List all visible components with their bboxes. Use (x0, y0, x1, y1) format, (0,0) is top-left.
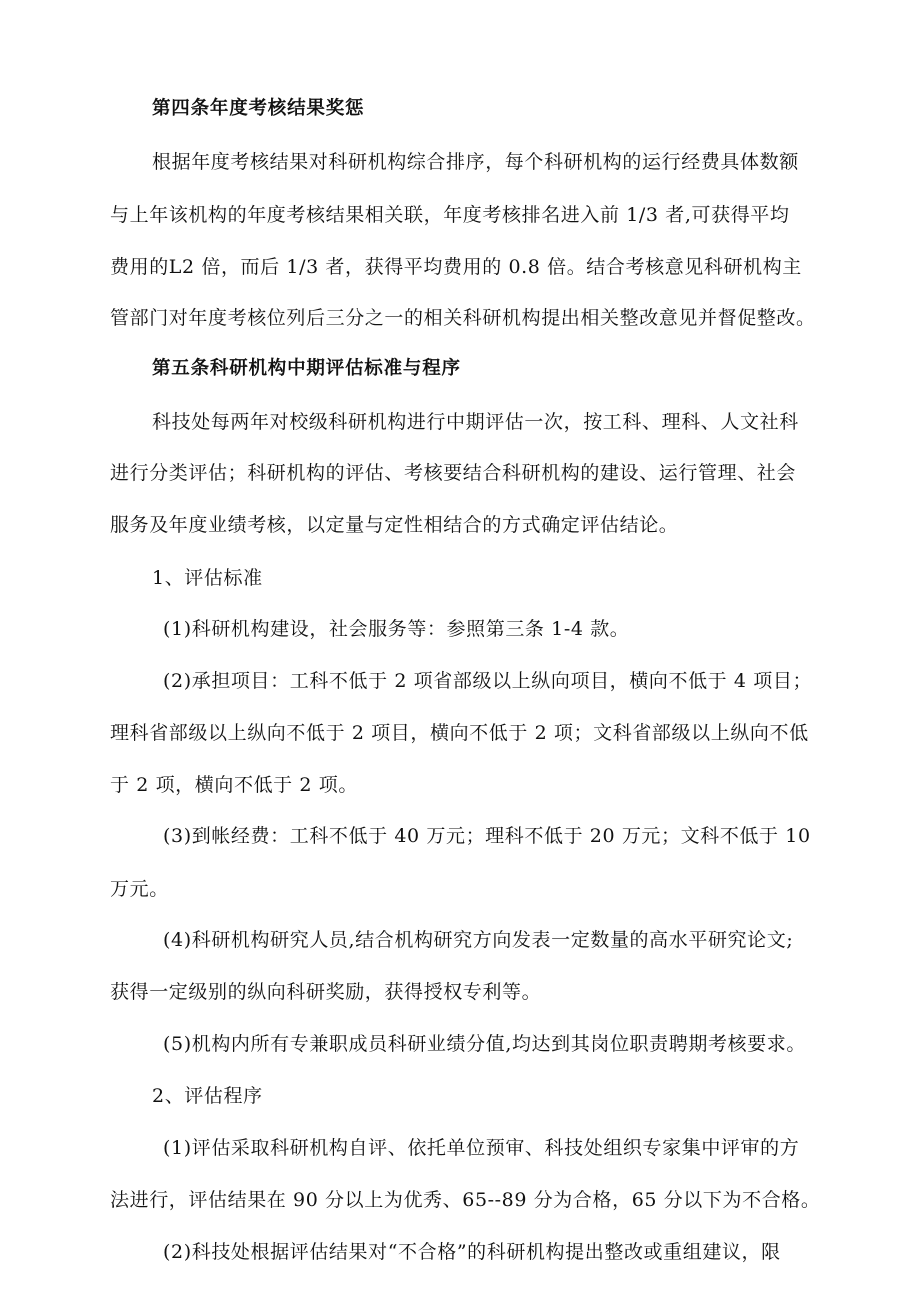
article-4-line: 与上年该机构的年度考核结果相关联，年度考核排名进入前 1/3 者,可获得平均 (110, 204, 790, 226)
standard-5: (5)机构内所有专兼职成员科研业绩分值,均达到其岗位职责聘期考核要求。 (163, 1033, 806, 1055)
article-5-intro-line: 服务及年度业绩考核，以定量与定性相结合的方式确定评估结论。 (110, 514, 679, 536)
procedure-1-line: (1)评估采取科研机构自评、依托单位预审、科技处组织专家集中评审的方 (163, 1137, 800, 1159)
procedure-1-line: 法进行，评估结果在 90 分以上为优秀、65--89 分为合格，65 分以下为不合格。 (110, 1189, 821, 1211)
article-5-intro-line: 科技处每两年对校级科研机构进行中期评估一次，按工科、理科、人文社科 (152, 411, 799, 433)
article-5-heading: 第五条科研机构中期评估标准与程序 (152, 358, 461, 379)
article-5-intro-line: 进行分类评估；科研机构的评估、考核要结合科研机构的建设、运行管理、社会 (110, 462, 797, 484)
procedure-title: 2、评估程序 (152, 1085, 263, 1107)
standard-2-line: 于 2 项，横向不低于 2 项。 (110, 774, 358, 796)
standard-2-line: (2)承担项目：工科不低于 2 项省部级以上纵向项目，横向不低于 4 项目； (163, 670, 813, 692)
article-4-line: 费用的L2 倍，而后 1/3 者，获得平均费用的 0.8 倍。结合考核意见科研机构主 (110, 256, 802, 278)
article-4-line: 根据年度考核结果对科研机构综合排序，每个科研机构的运行经费具体数额 (152, 151, 799, 173)
procedure-2: (2)科技处根据评估结果对“不合格”的科研机构提出整改或重组建议，限 (163, 1241, 781, 1263)
standard-3-line: 万元。 (110, 878, 169, 900)
article-4-heading: 第四条年度考核结果奖惩 (152, 98, 365, 119)
standard-4-line: 获得一定级别的纵向科研奖励，获得授权专利等。 (110, 981, 542, 1003)
standard-3-line: (3)到帐经费：工科不低于 40 万元；理科不低于 20 万元；文科不低于 10 (163, 825, 811, 847)
standard-4-line: (4)科研机构研究人员,结合机构研究方向发表一定数量的高水平研究论文; (163, 929, 794, 951)
standards-title: 1、评估标准 (152, 567, 263, 589)
standard-2-line: 理科省部级以上纵向不低于 2 项目，横向不低于 2 项；文科省部级以上纵向不低 (110, 722, 809, 744)
article-4-line: 管部门对年度考核位列后三分之一的相关科研机构提出相关整改意见并督促整改。 (110, 307, 816, 329)
standard-1: (1)科研机构建设，社会服务等：参照第三条 1-4 款。 (163, 618, 630, 640)
